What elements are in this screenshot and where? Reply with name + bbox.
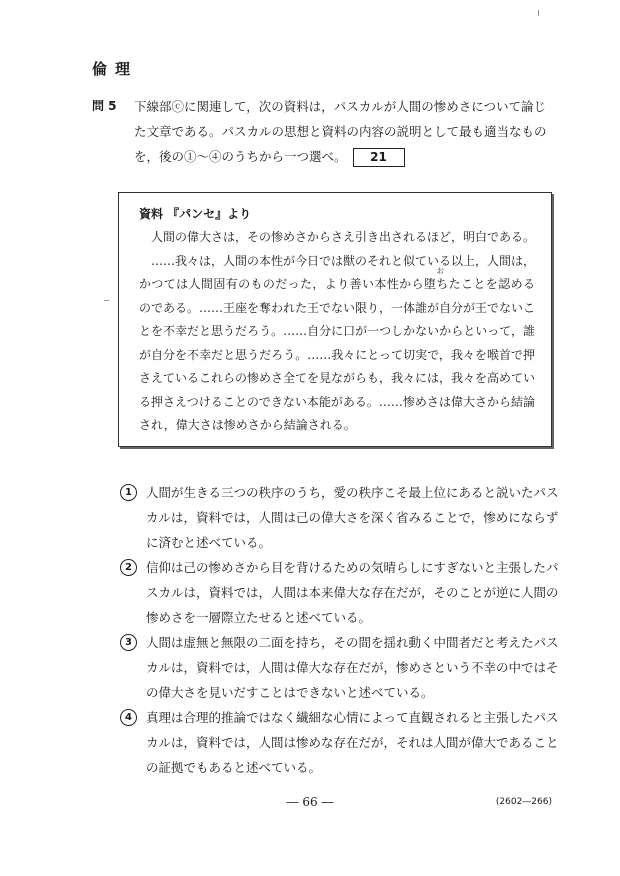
- subject-heading: 倫理: [92, 60, 139, 78]
- question-number: 問 5: [92, 99, 117, 113]
- answer-number-box: 21: [353, 148, 405, 167]
- choice-item[interactable]: [120, 705, 560, 780]
- source-title: 資料 『パンセ』より: [139, 207, 252, 221]
- document-code: (2602―266): [495, 797, 552, 807]
- choice-text: 人間が生きる三つの秩序のうち，愛の秩序こそ最上位にあると説いたパスカルは，資料では，人間は己の偉大さを深く省みることで，惨めにならずに済むと述べている。: [146, 485, 559, 550]
- ruby-reading: お: [436, 267, 444, 275]
- page-number: ― 66 ―: [286, 795, 334, 809]
- choice-item[interactable]: [120, 555, 560, 630]
- question-prompt: 下線部ⓒに関連して，次の資料は，パスカルが人間の惨めさについて論じた文章である。パスカルの思想と資料の内容の説明として最も適当なものを，後の①～④のうちから一つ選べ。: [134, 99, 547, 164]
- choice-number-circle: 1: [120, 484, 137, 501]
- choice-number-circle: 2: [120, 559, 137, 576]
- ruby-word: お 堕: [423, 267, 444, 291]
- choice-text: 信仰は己の惨めさから目を背けるための気晴らしにすぎないと主張したパスカルは，資料では，人間は本来偉大な存在だが，そのことが逆に人間の惨めさを一層際立たせると述べている。: [146, 560, 559, 625]
- choice-text: 人間は虚無と無限の二面を持ち，その間を揺れ動く中間者だと考えたパスカルは，資料では，人間は偉大な存在だが，惨めさという不幸の中ではその偉大さを見いだすことはできないと述べている。: [146, 635, 559, 700]
- source-paragraph-2: ……我々は，人間の本性が今日では獣のそれと似ている以上，人間は，かつては人間固有のものだった，より善い本性から お 堕ちたことを認めるのである。……王座を奪われた王でない限り，一体誰が自分が王でないことを不幸だと思うだろう。……自分に口が一つしかないからといって，誰が自分を不幸だと思うだろう。……我々にとって切実で，我々を喉首で押さえているこれらの惨めさ全てを見ながらも，我々には，我々を高めている押さえつけることのできない本能がある。……惨めさは偉大さから結論され，偉大さは惨めさから結論される。: [139, 253, 536, 432]
- choice-text: 真理は合理的推論ではなく繊細な心情によって直観されると主張したパスカルは，資料では，人間は惨めな存在だが，それは人間が偉大であることの証拠でもあると述べている。: [146, 710, 559, 775]
- choice-item[interactable]: [120, 630, 560, 705]
- source-box: [118, 192, 552, 447]
- choice-number-circle: 4: [120, 709, 137, 726]
- choice-item[interactable]: [120, 480, 560, 555]
- margin-mark: [104, 300, 109, 301]
- corner-mark: [538, 10, 539, 16]
- source-paragraph-1: 人間の偉大さは，その惨めさからさえ引き出されるほど，明白である。: [151, 230, 536, 244]
- question-text: [134, 94, 554, 169]
- choice-number-circle: 3: [120, 634, 137, 651]
- choice-list: [120, 480, 560, 780]
- source-text: [139, 226, 535, 438]
